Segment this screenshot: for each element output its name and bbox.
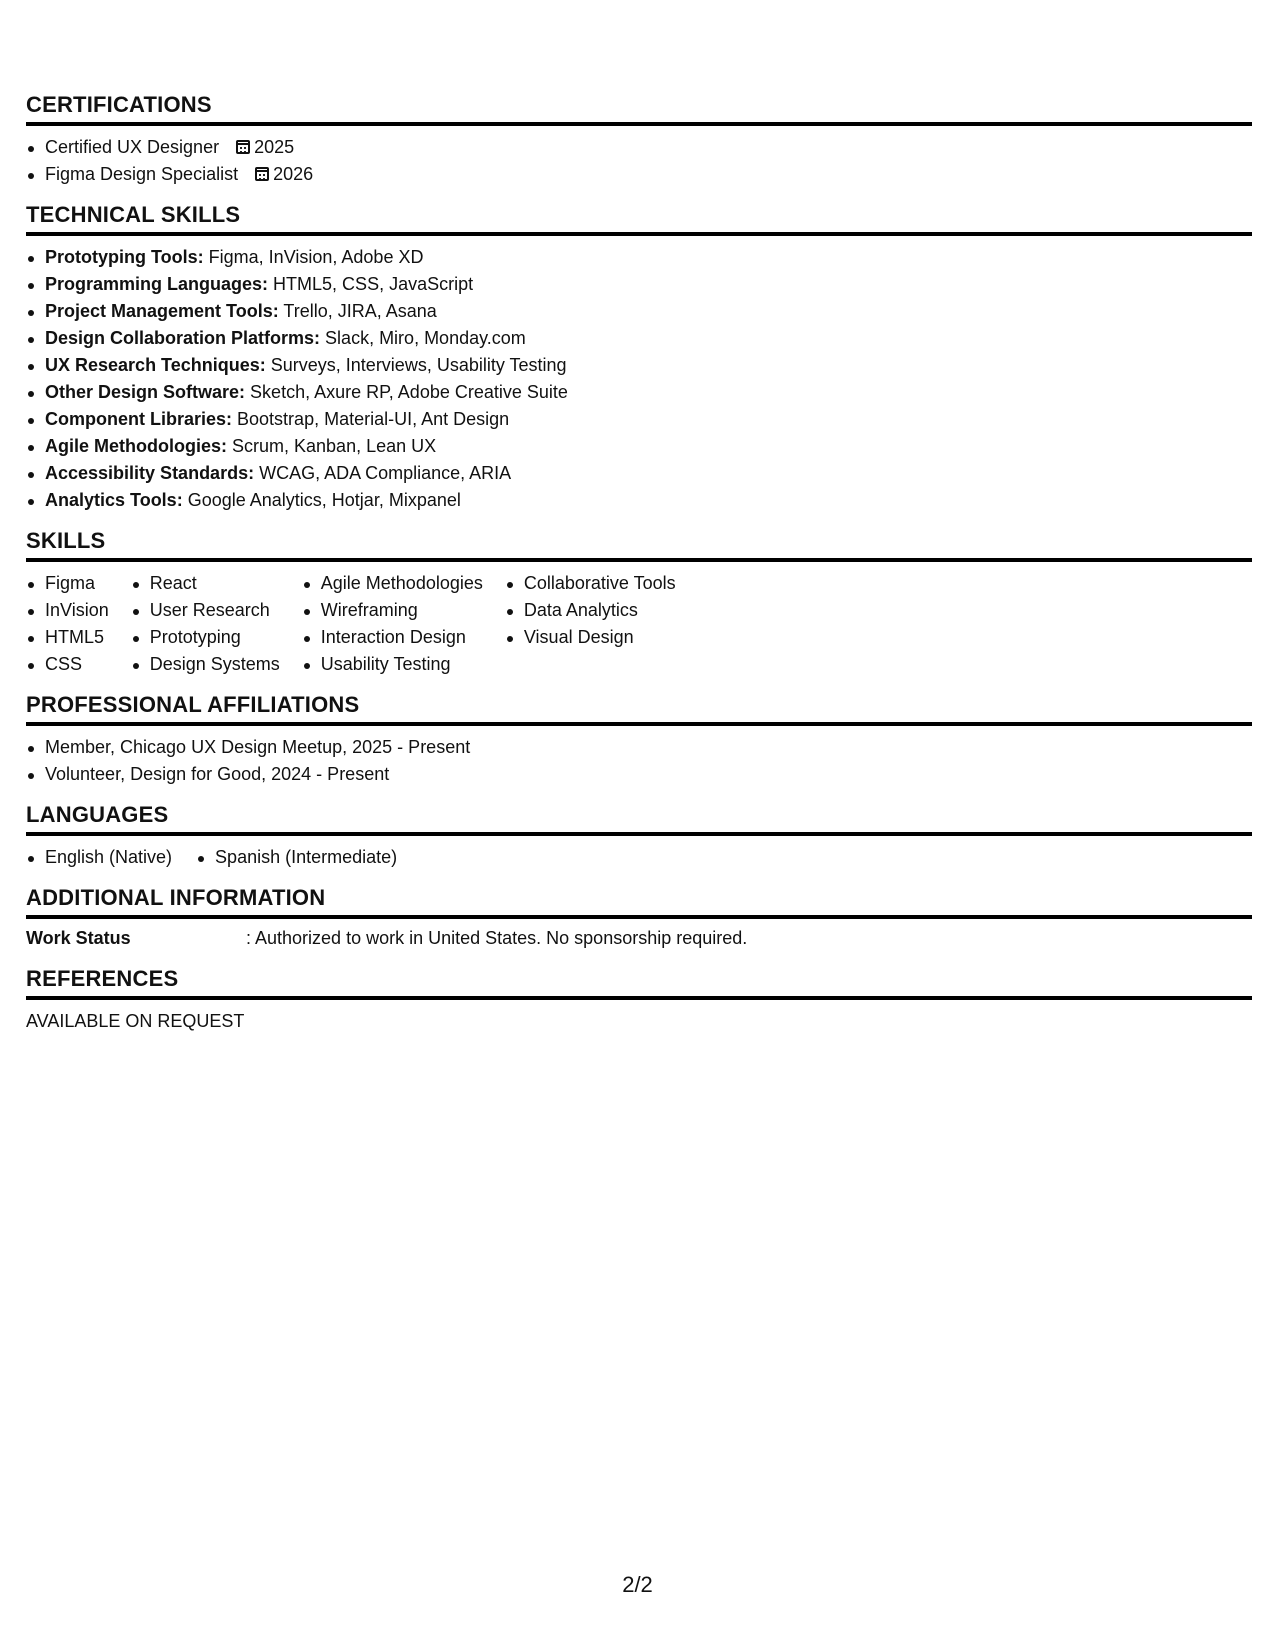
list-item: CSS — [26, 651, 109, 678]
list-item: User Research — [131, 597, 280, 624]
work-status-value: : Authorized to work in United States. No sponsorship required. — [246, 928, 748, 948]
skill-category: Prototyping Tools: — [45, 247, 204, 267]
list-item: English (Native) — [26, 844, 172, 871]
skill-category: Accessibility Standards: — [45, 463, 255, 483]
references-section — [26, 966, 1252, 1035]
certifications-list — [26, 134, 1252, 188]
list-item: Spanish (Intermediate) — [196, 844, 397, 871]
skill-values: Slack, Miro, Monday.com — [325, 328, 526, 348]
skill-values: Scrum, Kanban, Lean UX — [232, 436, 437, 456]
references-text: AVAILABLE ON REQUEST — [26, 1011, 245, 1031]
skill-values: Bootstrap, Material-UI, Ant Design — [237, 409, 510, 429]
cert-year: 2026 — [273, 164, 314, 184]
section-title-affiliations: PROFESSIONAL AFFILIATIONS — [26, 692, 1252, 726]
list-item: Visual Design — [505, 624, 676, 651]
affiliations-section — [26, 692, 1252, 788]
list-item — [26, 379, 1252, 406]
list-item: Collaborative Tools — [505, 570, 676, 597]
work-status-label: Work Status — [26, 928, 131, 948]
list-item: Member, Chicago UX Design Meetup, 2025 - Present — [26, 734, 1252, 761]
list-item — [26, 406, 1252, 433]
skill-values: Sketch, Axure RP, Adobe Creative Suite — [250, 382, 568, 402]
list-item: Volunteer, Design for Good, 2024 - Present — [26, 761, 1252, 788]
section-title-certifications: CERTIFICATIONS — [26, 92, 1252, 126]
technical-skills-list — [26, 244, 1252, 514]
skill-values: Trello, JIRA, Asana — [283, 301, 437, 321]
section-title-languages: LANGUAGES — [26, 802, 1252, 836]
skill-values: Google Analytics, Hotjar, Mixpanel — [187, 490, 461, 510]
skill-category: Project Management Tools: — [45, 301, 279, 321]
skill-category: Other Design Software: — [45, 382, 246, 402]
cert-name: Certified UX Designer — [45, 137, 220, 157]
list-item — [26, 134, 1252, 161]
skill-category: Analytics Tools: — [45, 490, 183, 510]
section-title-additional-info: ADDITIONAL INFORMATION — [26, 885, 1252, 919]
skill-category: Agile Methodologies: — [45, 436, 227, 456]
skills-column — [26, 570, 109, 678]
section-title-technical-skills: TECHNICAL SKILLS — [26, 202, 1252, 236]
additional-info-section — [26, 885, 1252, 952]
list-item: Prototyping — [131, 624, 280, 651]
list-item — [26, 298, 1252, 325]
list-item — [26, 325, 1252, 352]
work-status-row — [26, 925, 1252, 952]
section-title-skills: SKILLS — [26, 528, 1252, 562]
technical-skills-section — [26, 202, 1252, 514]
section-title-references: REFERENCES — [26, 966, 1252, 1000]
skills-column — [131, 570, 280, 678]
skills-section — [26, 528, 1252, 678]
skills-grid — [26, 570, 1252, 678]
languages-list — [26, 844, 1252, 871]
skills-column — [505, 570, 676, 678]
cert-name: Figma Design Specialist — [45, 164, 239, 184]
list-item — [26, 433, 1252, 460]
skill-values: WCAG, ADA Compliance, ARIA — [259, 463, 512, 483]
affiliations-list — [26, 734, 1252, 788]
skill-category: Design Collaboration Platforms: — [45, 328, 321, 348]
calendar-icon — [236, 140, 250, 154]
cert-year: 2025 — [254, 137, 295, 157]
calendar-icon — [255, 167, 269, 181]
languages-section — [26, 802, 1252, 871]
skill-category: Programming Languages: — [45, 274, 269, 294]
resume-page — [26, 92, 1252, 1049]
list-item — [26, 352, 1252, 379]
certifications-section — [26, 92, 1252, 188]
list-item — [26, 271, 1252, 298]
list-item: Usability Testing — [302, 651, 483, 678]
list-item — [26, 161, 1252, 188]
list-item — [26, 460, 1252, 487]
list-item: Design Systems — [131, 651, 280, 678]
skill-values: Figma, InVision, Adobe XD — [208, 247, 424, 267]
skill-category: UX Research Techniques: — [45, 355, 266, 375]
list-item: Agile Methodologies — [302, 570, 483, 597]
list-item: React — [131, 570, 280, 597]
skill-values: Surveys, Interviews, Usability Testing — [270, 355, 567, 375]
skills-column — [302, 570, 483, 678]
page-number: 2/2 — [622, 1572, 653, 1597]
list-item: Figma — [26, 570, 109, 597]
list-item: Wireframing — [302, 597, 483, 624]
list-item — [26, 487, 1252, 514]
list-item: HTML5 — [26, 624, 109, 651]
list-item: Data Analytics — [505, 597, 676, 624]
skill-category: Component Libraries: — [45, 409, 233, 429]
list-item — [26, 244, 1252, 271]
list-item: Interaction Design — [302, 624, 483, 651]
skill-values: HTML5, CSS, JavaScript — [273, 274, 474, 294]
list-item: InVision — [26, 597, 109, 624]
